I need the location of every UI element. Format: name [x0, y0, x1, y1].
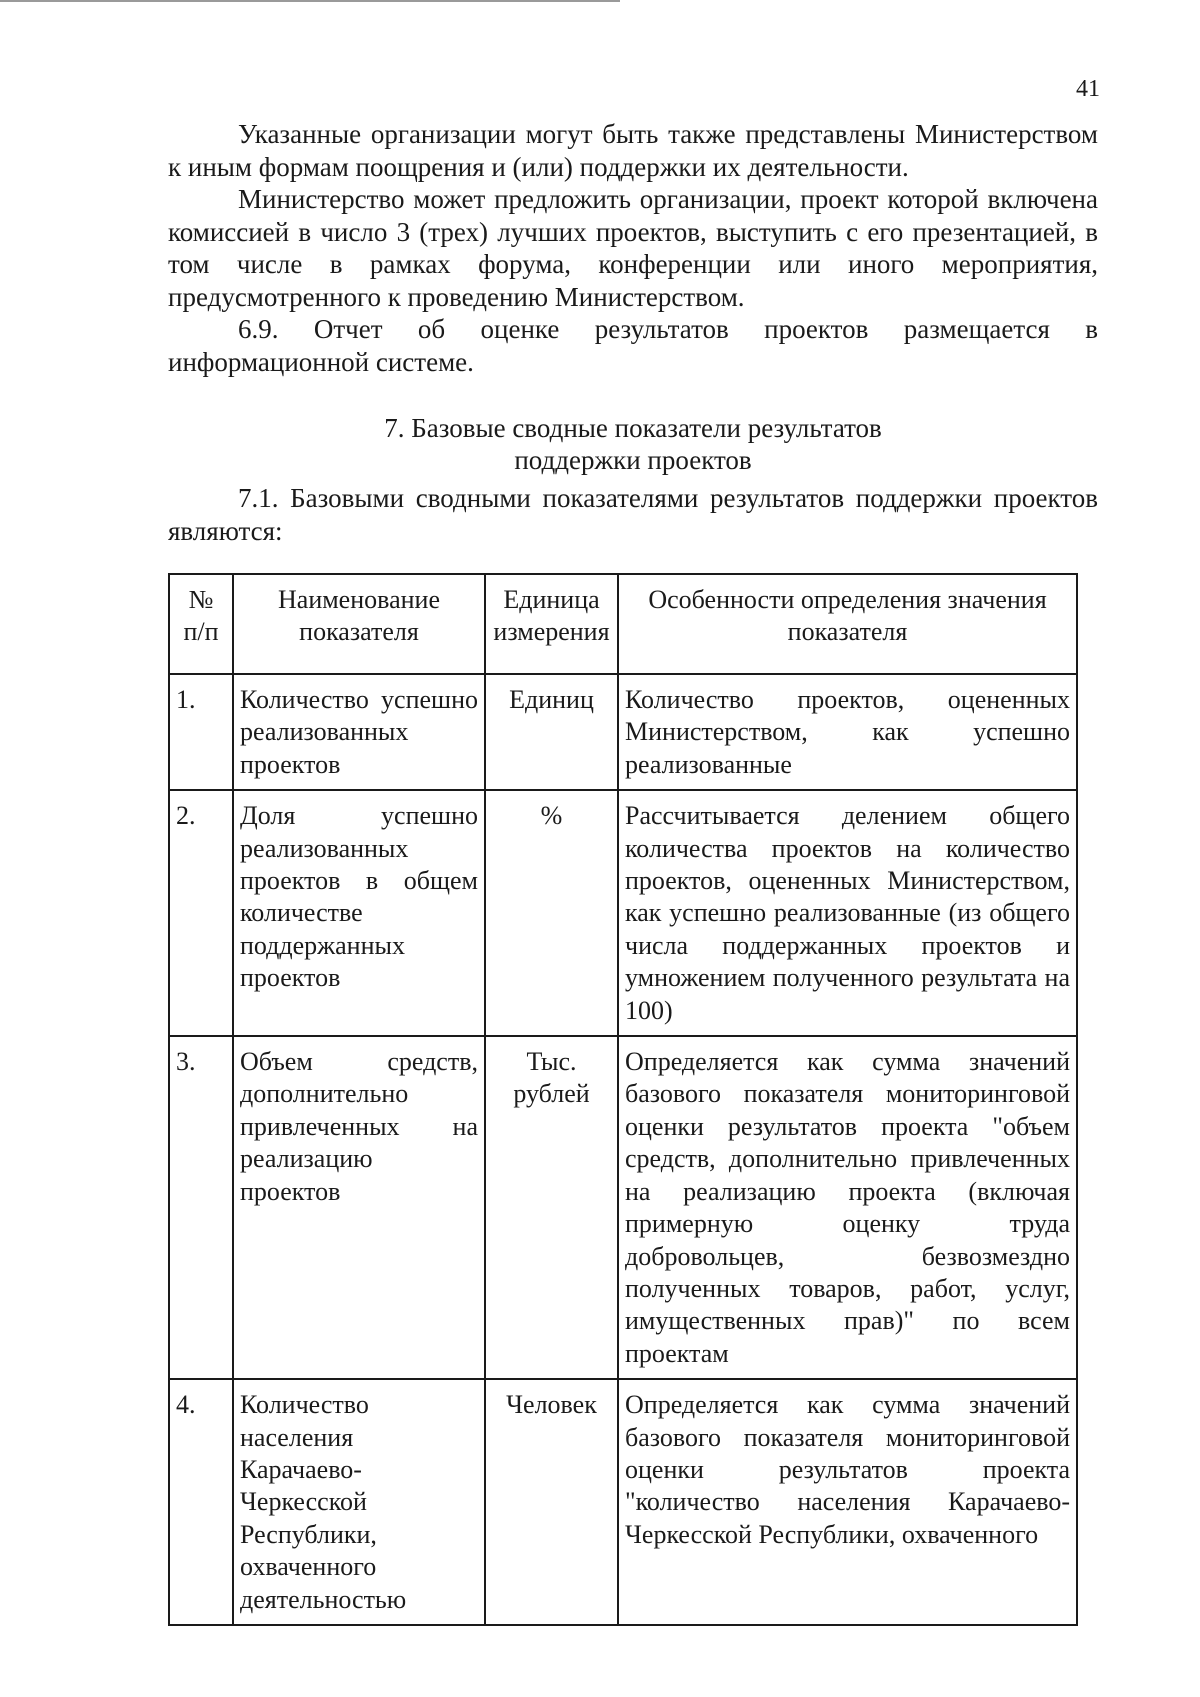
indicators-table	[168, 573, 1078, 1626]
header-num: № п/п	[169, 574, 233, 674]
cell-desc: Определяется как сумма значений базового показателя мониторинговой оценки результатов проекта "объем средств, дополнительно привлеченных на реализацию проекта (включая примерную оценку труда добровольцев, безвозмездно полученных товаров, работ, услуг, имущественных прав)" по всем проектам	[618, 1036, 1077, 1379]
table-row	[169, 1379, 1077, 1625]
cell-unit: %	[485, 790, 618, 1036]
cell-num: 3.	[169, 1036, 233, 1379]
header-unit: Единица измерения	[485, 574, 618, 674]
section-intro: 7.1. Базовыми сводными показателями результатов поддержки проектов являются:	[168, 483, 1098, 546]
cell-unit: Тыс. рублей	[485, 1036, 618, 1379]
cell-unit: Единиц	[485, 674, 618, 790]
cell-desc: Рассчитывается делением общего количества проектов на количество проектов, оцененных Министерством, как успешно реализованные (из общего числа поддержанных проектов и умножением полученного результата на 100)	[618, 790, 1077, 1036]
table-row	[169, 790, 1077, 1036]
cell-name: Количество населения Карачаево-Черкесской Республики, охваченного деятельностью	[233, 1379, 485, 1625]
cell-num: 2.	[169, 790, 233, 1036]
section-heading-line: поддержки проектов	[514, 445, 752, 475]
header-desc: Особенности определения значения показателя	[618, 574, 1077, 674]
table-row	[169, 1036, 1077, 1379]
paragraph: Указанные организации могут быть также представлены Министерством к иным формам поощрения и (или) поддержки их деятельности.	[168, 119, 1098, 182]
cell-name: Объем средств, дополнительно привлеченных на реализацию проектов	[233, 1036, 485, 1379]
cell-name: Количество успешно реализованных проектов	[233, 674, 485, 790]
cell-name: Доля успешно реализованных проектов в общем количестве поддержанных проектов	[233, 790, 485, 1036]
table-header-row	[169, 574, 1077, 674]
header-name: Наименование показателя	[233, 574, 485, 674]
cell-desc: Определяется как сумма значений базового показателя мониторинговой оценки результатов проекта "количество населения Карачаево-Черкесской Республики, охваченного	[618, 1379, 1077, 1625]
paragraph: Министерство может предложить организации, проект которой включена комиссией в число 3 (трех) лучших проектов, выступить с его презентацией, в том числе в рамках форума, конференции или иного мероприятия, предусмотренного к проведению Министерством.	[168, 184, 1098, 312]
body-text	[168, 118, 1098, 378]
cell-num: 4.	[169, 1379, 233, 1625]
top-scan-rule	[0, 0, 620, 2]
section-heading-line: 7. Базовые сводные показатели результатов	[384, 413, 882, 443]
paragraph: 6.9. Отчет об оценке результатов проектов размещается в информационной системе.	[168, 314, 1098, 377]
cell-num: 1.	[169, 674, 233, 790]
section-heading	[168, 412, 1098, 476]
cell-desc: Количество проектов, оцененных Министерством, как успешно реализованные	[618, 674, 1077, 790]
table-row	[169, 674, 1077, 790]
cell-unit: Человек	[485, 1379, 618, 1625]
page-number: 41	[1076, 76, 1100, 102]
